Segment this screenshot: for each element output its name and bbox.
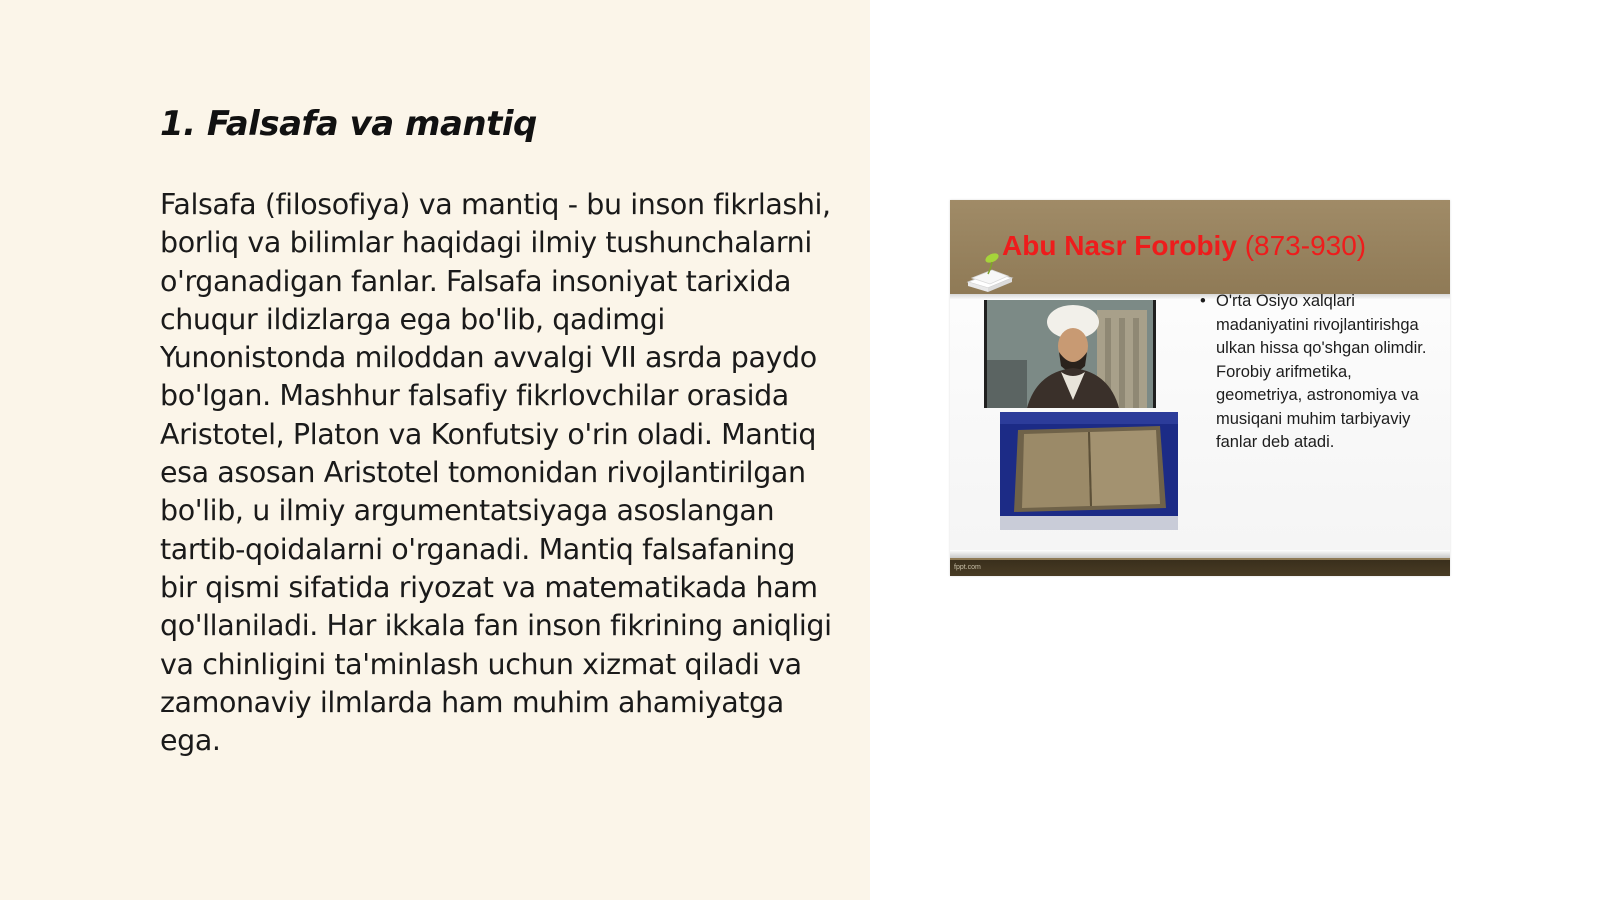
slide-footer-band (950, 558, 1450, 576)
slide-image (950, 200, 1450, 576)
slide-title (1002, 230, 1366, 262)
slide-footer-text: fppt.com (954, 564, 981, 571)
portrait-photo (984, 300, 1156, 408)
slide-title-name: Abu Nasr Forobiy (1002, 230, 1237, 261)
section-heading: 1. Falsafa va mantiq (160, 104, 537, 144)
slide-title-years: (873-930) (1244, 230, 1367, 261)
slide-bullet-item: • O'rta Osiyo xalqlari madaniyatini rivojlantirishga ulkan hissa qo'shgan olimdir. Forobiy arifmetika, geometriya, astronomiya va musiqani muhim tarbiyaviy fanlar deb atadi. (1200, 290, 1440, 455)
section-paragraph: Falsafa (filosofiya) va mantiq - bu inson fikrlashi, borliq va bilimlar haqidagi ilmiy tushunchalarni o'rganadigan fanlar. Falsafa insoniyat tarixida chuqur ildizlarga ega bo'lib, qadimgi Yunonistonda miloddan avvalgi VII asrda paydo bo'lgan. Mashhur falsafiy fikrlovchilar orasida Aristotel, Platon va Konfutsiy o'rin oladi. Mantiq esa asosan Aristotel tomonidan rivojlantirilgan bo'lib, u ilmiy argumentatsiyaga asoslangan tartib-qoidalarni o'rganadi. Mantiq falsafaning bir qismi sifatida riyozat va matematikada ham qo'llaniladi. Har ikkala fan inson fikrining aniqligi va chinligini ta'minlash uchun xizmat qiladi va zamonaviy ilmlarda ham muhim ahamiyatga ega. (160, 188, 832, 758)
slide-footer-divider (950, 550, 1450, 558)
slide-bullet-list (1200, 290, 1440, 455)
manuscript-photo (1000, 412, 1178, 530)
